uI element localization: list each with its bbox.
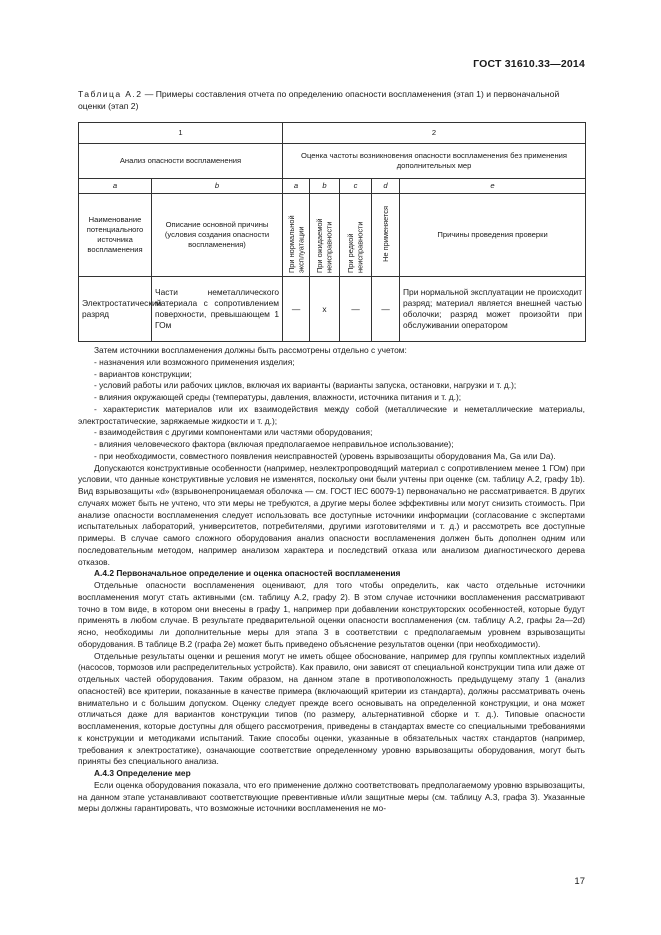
cell-check-reasons: При нормальной эксплуатации не происходит разряд; материал является внешней частью оболочки; разряд может произойти при обслуживании оператором [400, 277, 586, 342]
section-heading-a43: А.4.3 Определение мер [94, 768, 191, 778]
ignition-hazard-table [78, 122, 586, 342]
cell-not-applicable: — [372, 277, 400, 342]
letter-cell: a [283, 179, 310, 194]
bullet-item: - вариантов конструкции; [94, 368, 192, 379]
paragraph-intro: Затем источники воспламенения должны быть рассмотрены отдельно с учетом: [94, 345, 407, 355]
bullet-item: - условий работы или рабочих циклов, включая их варианты (варианты запуска, остановки, нагрузки и т. д.); [94, 380, 517, 391]
table-caption [78, 89, 586, 112]
header-check-reasons: Причины проведения проверки [400, 194, 586, 277]
bullet-item: - назначения или возможного применения изделия; [94, 356, 295, 367]
header-rare-malfunction [340, 194, 372, 277]
header-expected-malfunction-text: При ожидаемой неисправности [315, 218, 334, 273]
letter-cell: b [152, 179, 283, 194]
header-rare-malfunction-text: При редкой неисправности [346, 221, 365, 273]
bullet-item: - влияния человеческого фактора (включая предполагаемое неправильное использование); [94, 439, 454, 449]
header-not-applicable [372, 194, 400, 277]
group-header-frequency: Оценка частоты возникновения опасности воспламенения без применения дополнительных мер [283, 144, 586, 179]
letter-cell: b [310, 179, 340, 194]
header-cause-description: Описание основной причины (условия создания опасности воспламенения) [152, 194, 283, 277]
column-number-2: 2 [283, 123, 586, 144]
header-source-name: Наименование потенциального источника воспламенения [79, 194, 152, 277]
standard-number: ГОСТ 31610.33—2014 [473, 58, 585, 70]
cell-cause-description: Части неметаллического материала с сопротивлением поверхности, превышающем 1 ГОм [152, 277, 283, 342]
letter-cell: c [340, 179, 372, 194]
bullet-item: - влияния окружающей среды (температуры, давления, влажности, источника питания и т. д.); [94, 392, 462, 402]
body-text [78, 345, 585, 815]
paragraph-assessment: Отдельные опасности воспламенения оценивают, для того чтобы определить, как часто отдельные источники воспламенения могут стать активными (см. таблицу А.2, графу 2). В этом случае источники воспламенения рассматривают точно в том виде, в котором они внесены в графу 1, например при добавлении конструкторских особенностей, которые будут применять в любом случае. В результате предварительной оценки опасности воспламенения (см. таблицу А.2, графы 2а—2d) ясно, необходимы ли дополнительные меры для этапа 3 в соответствии с предполагаемым уровнем взрывозащиты оборудования. В таблице В.2 (графа 2е) может быть приведено объяснение результатов оценки (при необходимости). [78, 580, 585, 649]
cell-expected-malfunction: x [310, 277, 340, 342]
bullet-item: - характеристик материалов или их взаимодействия между собой (металлические и неметаллические материалы, электростатические, заряжаемые жидкости и т. д.); [78, 403, 585, 426]
header-expected-malfunction [310, 194, 340, 277]
column-number-1: 1 [79, 123, 283, 144]
letter-cell: d [372, 179, 400, 194]
header-normal-operation [283, 194, 310, 277]
cell-source-name: Электростатический разряд [79, 277, 152, 342]
table-caption-label: Таблица А.2 [78, 89, 143, 99]
page-number: 17 [574, 876, 585, 887]
header-normal-operation-text: При нормальной эксплуатации [286, 215, 306, 273]
group-header-analysis: Анализ опасности воспламенения [79, 144, 283, 179]
cell-rare-malfunction: — [340, 277, 372, 342]
letter-cell: a [79, 179, 152, 194]
letter-cell: e [400, 179, 586, 194]
paragraph-design-features: Допускаются конструктивные особенности (например, неэлектропроводящий материал с сопротивлением менее 1 ГОм) при условии, что данные конструктивные условия не изменятся, поскольку они были учтены при оценке (см. таблицу А.2, графу 1b). Вид взрывозащиты «d» (взрывонепроницаемая оболочка — см. ГОСТ IEC 60079-1) первоначально не рассматривается. В других случаях может быть не учтено, что эти меры не требуются, а другие меры более эффективны или могут снизить стоимость. При анализе опасности воспламенения следует использовать все доступные источники информации (согласование с экспертами испытательных лабораторий, университетов, потребителями, другими изготовителями и т. д.) и рассмотреть все доступные примеры. В случае самого сложного оборудования анализ опасности воспламенения должен быть дополнен одним или последовательным методом, например анализом характера и последствий отказа или анализом диагностического дерева отказов. [78, 462, 585, 567]
header-not-applicable-text: Не применяется [380, 205, 390, 262]
table-caption-text: — Примеры составления отчета по определению опасности воспламенения (этап 1) и первоначальной оценки (этап 2) [78, 89, 560, 111]
paragraph-measures: Если оценка оборудования показала, что его применение должно соответствовать предполагаемому уровню взрывозащиты, на данном этапе устанавливают соответствующие превентивные и/или защитные меры (см. таблицу А.3, графа 3). Указанные меры должны гарантировать, что возможные источники воспламенения не мо- [78, 779, 585, 814]
cell-normal-operation: — [283, 277, 310, 342]
section-heading-a42: А.4.2 Первоначальное определение и оценка опасностей воспламенения [94, 568, 401, 579]
bullet-item: - при необходимости, совместного появления неисправностей (уровень взрывозащиты оборудования Ma, Ga или Da). [94, 450, 556, 461]
paragraph-results: Отдельные результаты оценки и решения могут не иметь общее обоснование, например для группы комплектных изделий (насосов, тормозов или распределительных устройств). Как правило, они зависят от специальной конструкции типа или даже от отдельных частей оборудования. Таким образом, на данном этапе в противоположность предыдущему этапу 1 (анализ опасностей) все критерии, показанные в качестве примера (включающий критерии из стандарта), должны рассматривать очень внимательно и с большим допуском. Оценку следует прежде всего основывать на определенной конструкции, и она может отличаться даже для вариантов конструкции типов (по размеру, альтернативной сборке и т. д.). Типовые опасности воспламенения, которые доступны для общего рассмотрения, приведены в стандартах вместе со специальными требованиями к конструкции и методиками испытаний. Такие способы оценки, указанные в обязательных частях стандартов (например, требования к электростатике), означающие соответствие определенному уровню взрывозащиты оборудования, могут быть приняты без специального анализа. [78, 650, 585, 767]
bullet-item: - взаимодействия с другими компонентами или частями оборудования; [94, 427, 373, 438]
